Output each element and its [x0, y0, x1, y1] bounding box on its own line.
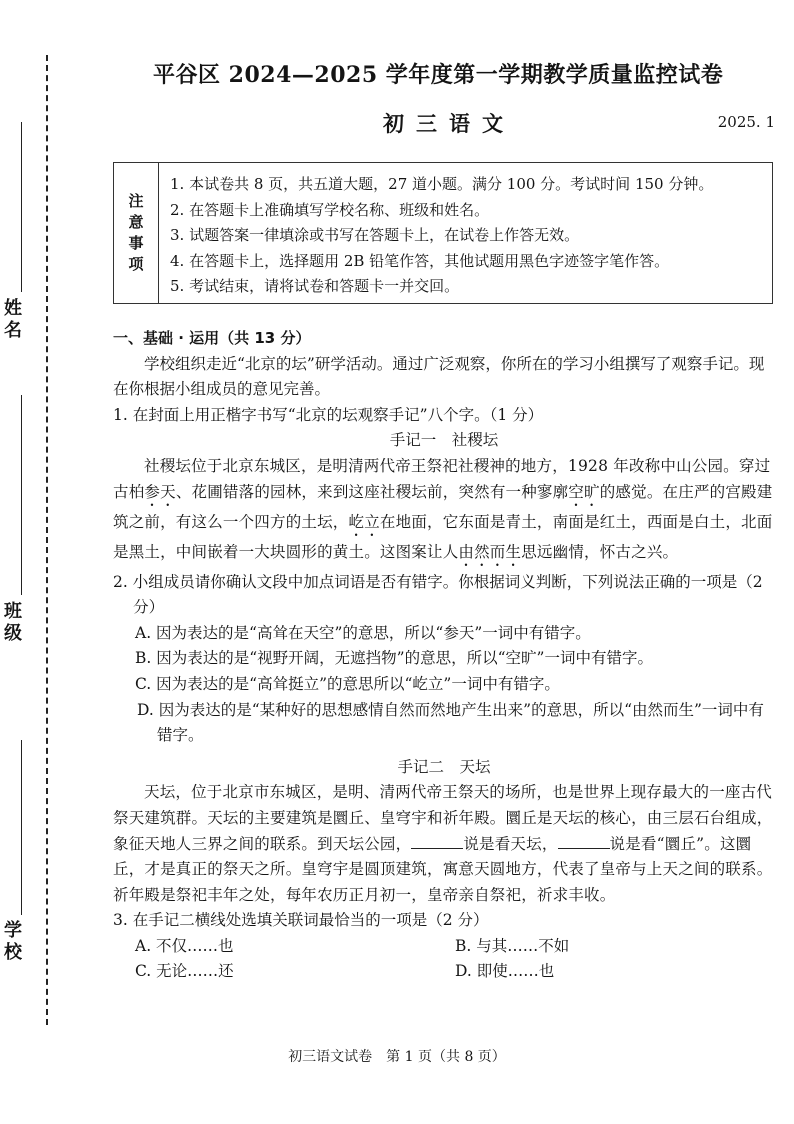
- note-2-passage: 天坛，位于北京市东城区，是明、清两代帝王祭天的场所，也是世界上现存最大的一座古代祭天建筑群。天坛的主要建筑是圜丘、皇穹宇和祈年殿。圜丘是天坛的核心，由三层石台组成，象征天地人三界之间的联系。到天坛公园， 说是看天坛， 说是看“圜丘”。这圜丘，才是真正的祭天之所。皇穹宇是圆顶建筑，寓意天圆地方，代表了皇帝与上天之间的联系。祈年殿是祭祀丰年之处，每年农历正月初一，皇帝亲自祭祀，祈求丰收。: [113, 783, 773, 904]
- note-1-title: 手记一 社稷坛: [389, 431, 499, 450]
- note-1-passage: 社稷坛位于北京东城区，是明清两代帝王祭祀社稷神的地方，1928 年改称中山公园。穿过古柏参天、花圃错落的园林，来到这座社稷坛前，突然有一种寥廓空旷的感觉。在庄严的宫殿建筑之前，有这么一个四方的土坛，屹立在地面，它东面是青土，南面是红土，西面是白土，北面是黑土，中间嵌着一大块圆形的黄土。这图案让人由然而生思远幽情，怀古之兴。: [113, 456, 773, 561]
- question-1: 1. 在封面上用正楷字书写“北京的坛观察手记”八个字。（1 分）: [113, 405, 544, 424]
- dotted-word: 由然而生: [458, 542, 522, 561]
- question-2-option-d: D. 因为表达的是“某种好的思想感情自然而然地产生出来”的意思，所以“由然而生”一词中有错字。: [137, 700, 764, 745]
- dotted-word: 参天: [144, 482, 176, 501]
- notice-label: 注 意 事 项: [114, 163, 159, 303]
- school-label: 学校: [4, 920, 22, 963]
- dotted-word: 空旷: [568, 482, 600, 501]
- class-field: [4, 395, 38, 645]
- question-3-option-a: A. 不仅……也: [135, 936, 234, 955]
- notice-items: [170, 172, 713, 300]
- notice-item: 4. 在答题卡上，选择题用 2B 铅笔作答，其他试题用黑色字迹签字笔作答。: [170, 251, 670, 270]
- name-line: [21, 122, 22, 292]
- question-3-option-d: D. 即使……也: [455, 962, 555, 981]
- name-field: [4, 122, 38, 342]
- question-3-options-row: [113, 959, 775, 985]
- fill-blank: [558, 834, 610, 849]
- dotted-word: 屹立: [348, 512, 380, 531]
- notice-item: 3. 试题答案一律填涂或书写在答题卡上，在试卷上作答无效。: [170, 226, 580, 244]
- section-intro: 学校组织走近“北京的坛”研学活动。通过广泛观察，你所在的学习小组撰写了观察手记。现在你根据小组成员的意见完善。: [113, 354, 765, 399]
- notice-item: 5. 考试结束，请将试卷和答题卡一并交回。: [170, 277, 460, 295]
- question-3-option-b: B. 与其……不如: [455, 936, 570, 955]
- question-2-option-b: B. 因为表达的是“视野开阔，无遮挡物”的意思，所以“空旷”一词中有错字。: [135, 649, 653, 668]
- section-1: [113, 326, 775, 985]
- name-label: 姓名: [4, 298, 22, 341]
- exam-title: 平谷区 2024—2025 学年度第一学期教学质量监控试卷: [153, 62, 724, 88]
- page-footer: 初三语文试卷 第 1 页（共 8 页）: [288, 1049, 506, 1065]
- exam-subject: 初三语文: [383, 111, 515, 136]
- school-line: [21, 740, 22, 915]
- cut-line: [46, 55, 48, 1025]
- class-label: 班级: [4, 601, 22, 644]
- class-line: [21, 395, 22, 595]
- exam-date: 2025. 1: [717, 113, 775, 131]
- question-2-stem: 2. 小组成员请你确认文段中加点词语是否有错字。你根据词义判断，下列说法正确的一项是（2 分）: [113, 572, 763, 617]
- notice-item: 2. 在答题卡上准确填写学校名称、班级和姓名。: [170, 200, 490, 219]
- note-2-title: 手记二 天坛: [397, 757, 491, 776]
- fill-blank: [411, 834, 463, 849]
- binding-strip: [0, 0, 60, 1124]
- question-2-option-a: A. 因为表达的是“高耸在天空”的意思，所以“参天”一词中有错字。: [135, 623, 591, 642]
- question-3-stem: 3. 在手记二横线处选填关联词最恰当的一项是（2 分）: [113, 911, 489, 930]
- question-3-option-c: C. 无论……还: [135, 962, 234, 981]
- notice-box: [113, 162, 773, 304]
- section-heading: 一、基础 · 运用（共 13 分）: [113, 329, 311, 347]
- question-2-option-c: C. 因为表达的是“高耸挺立”的意思所以“屹立”一词中有错字。: [135, 674, 560, 693]
- school-field: [4, 740, 38, 970]
- notice-item: 1. 本试卷共 8 页，共五道大题，27 道小题。满分 100 分。考试时间 150 分钟。: [170, 175, 714, 193]
- question-3-options-row: [113, 934, 775, 960]
